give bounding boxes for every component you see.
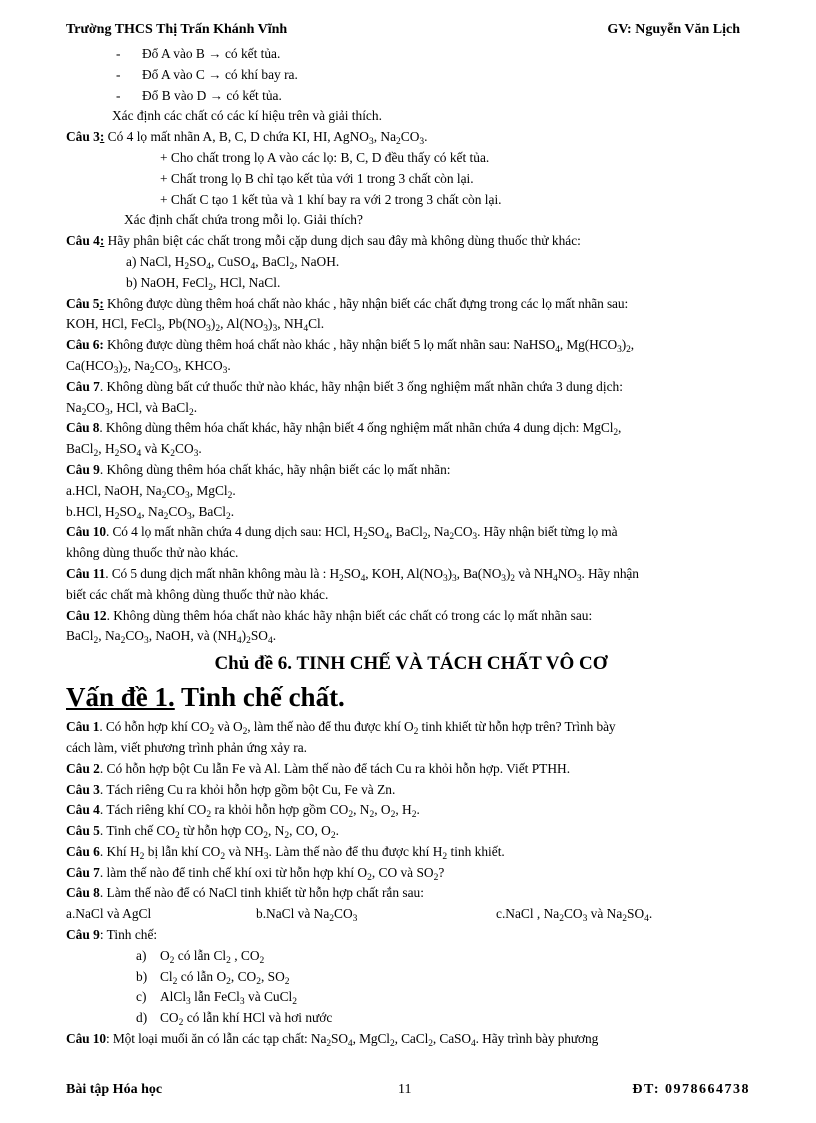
list-item: - Đổ A vào C → có khí bay ra. <box>116 66 298 82</box>
question-6: Câu 6: Không được dùng thêm hoá chất nào khác , hãy nhận biết 5 lọ mất nhãn sau: NaHSO$_4$, $Mg(HCO_3)_2$, <box>66 337 635 356</box>
topic-heading: Chủ đề 6. TINH CHẾ VÀ TÁCH CHẤT VÔ CƠ <box>214 653 608 675</box>
question-9: Câu 9. Không dùng thêm hóa chất khác, hãy nhận biết các lọ mất nhãn: <box>66 461 451 477</box>
conclusion-text: Xác định các chất có các kí hiệu trên và giải thích. <box>112 108 382 124</box>
p2-question-2: Câu 2. Có hỗn hợp bột Cu lẫn Fe và Al. Làm thế nào để tách Cu ra khỏi hỗn hợp. Viết PTHH. <box>66 760 571 776</box>
question-10: Câu 10. Có 4 lọ mất nhãn chứa 4 dung dịch sau: HCl, $H_2SO_4$, BaCl$_2$, $Na_2CO_3$. Hãy nhận biết từng lọ mà <box>66 524 618 543</box>
question-5: Câu 5: Không được dùng thêm hoá chất nào khác , hãy nhận biết các chất đựng trong các lọ mất nhãn sau: <box>66 295 629 311</box>
question-11-line2: biết các chất mà không dùng thuốc thử nào khác. <box>66 586 329 602</box>
school-name: Trường THCS Thị Trấn Khánh Vĩnh <box>66 22 288 37</box>
list-item: a.HCl, NaOH, $Na_2CO_3$, MgCl$_2$. <box>66 482 236 501</box>
question-6-line2: $Ca(HCO_3)_2$, $Na_2CO_3$, $KHCO_3$. <box>66 357 231 376</box>
list-item: a) $O_2$ có lẫn $Cl_2$ , $CO_2$ <box>136 947 265 966</box>
question-3-ask: Xác định chất chứa trong mỗi lọ. Giải thích? <box>124 212 363 228</box>
p2-question-1: Câu 1. Có hỗn hợp khí $CO_2$ và $O_2$, làm thế nào để thu được khí $O_2$ tinh khiết từ hỗn hợp trên? Trình bày <box>66 719 616 738</box>
question-7-line2: $Na_2CO_3$, HCl, và BaCl$_2$. <box>66 399 198 418</box>
list-item: + Chất C tạo 1 kết tủa và 1 khí bay ra với 2 trong 3 chất còn lại. <box>160 191 502 207</box>
list-item: - Đổ B vào D → có kết tủa. <box>116 87 282 103</box>
p2-question-4: Câu 4. Tách riêng khí $CO_2$ ra khỏi hỗn hợp gồm $CO_2$, $N_2$, $O_2$, $H_2$. <box>66 802 420 821</box>
p2-question-5: Câu 5. Tinh chế $CO_2$ từ hỗn hợp $CO_2$, $N_2$, CO, $O_2$. <box>66 823 339 842</box>
question-12-line2: BaCl$_2$, $Na_2CO_3$, NaOH, và $(NH_4)_2SO_4$. <box>66 628 277 647</box>
question-3: Câu 3: Có 4 lọ mất nhãn A, B, C, D chứa KI, HI, AgNO$_3$, $Na_2CO_3$. <box>66 129 428 148</box>
list-item: - Đổ A vào B → có kết tủa. <box>116 46 281 61</box>
list-item: b.HCl, $H_2SO_4$, $Na_2CO_3$, BaCl$_2$. <box>66 503 235 522</box>
question-8-line2: BaCl$_2$, $H_2SO_4$ và $K_2CO_3$. <box>66 441 202 460</box>
page-header <box>66 22 740 42</box>
question-8: Câu 8. Không dùng thêm hóa chất khác, hãy nhận biết 4 ống nghiệm mất nhãn chứa 4 dung dịch: MgCl$_2$, <box>66 420 622 439</box>
list-item: + Chất trong lọ B chỉ tạo kết tủa với 1 trong 3 chất còn lại. <box>160 170 474 186</box>
teacher-name: GV: Nguyễn Văn Lịch <box>607 22 740 37</box>
question-11: Câu 11. Có 5 dung dịch mất nhãn không màu là : $H_2SO_4$, KOH, $Al(NO_3)_3$, $Ba(NO_3)_2$ và $NH_4NO_3$. Hãy nhận <box>66 565 639 584</box>
page-number: 11 <box>398 1082 412 1097</box>
p2-question-6: Câu 6. Khí $H_2$ bị lẫn khí $CO_2$ và $NH_3$. Làm thế nào để thu được khí $H_2$ tinh khiết. <box>66 843 505 862</box>
list-item: a) NaCl, $H_2SO_4$, CuSO$_4$, BaCl$_2$, NaOH. <box>126 253 340 272</box>
p2-question-9: Câu 9: Tinh chế: <box>66 927 158 943</box>
list-item: b) $Cl_2$ có lẫn $O_2$, $CO_2$, $SO_2$ <box>136 968 290 987</box>
question-5-line2: KOH, HCl, FeCl$_3$, $Pb(NO_3)_2$, $Al(NO_3)_3$, $NH_4Cl$. <box>66 316 325 335</box>
question-4: Câu 4: Hãy phân biệt các chất trong mỗi cặp dung dịch sau đây mà không dùng thuốc thử khác: <box>66 233 581 249</box>
p2-question-3: Câu 3. Tách riêng Cu ra khỏi hỗn hợp gồm bột Cu, Fe và Zn. <box>66 781 396 797</box>
question-12: Câu 12. Không dùng thêm hóa chất nào khác hãy nhận biết các chất có trong các lọ mất nhãn sau: <box>66 607 593 623</box>
list-item: d) $CO_2$ có lẫn khí HCl và hơi nước <box>136 1010 333 1029</box>
p2-question-8: Câu 8. Làm thế nào để có NaCl tinh khiết từ hỗn hợp chất rắn sau: <box>66 885 424 901</box>
section-heading: Vấn đề 1. Tinh chế chất. <box>66 682 345 713</box>
list-item: b) NaOH, FeCl$_2$, HCl, NaCl. <box>126 274 281 293</box>
p2-question-8-options: a.NaCl và AgCl b.NaCl và $Na_2CO_3$ c.NaCl , $Na_2CO_3$ và $Na_2SO_4$. <box>66 906 653 925</box>
document-body <box>66 44 756 1050</box>
footer-phone: ĐT: 0978664738 <box>632 1082 750 1097</box>
p2-question-1-line2: cách làm, viết phương trình phản ứng xảy ra. <box>66 739 307 755</box>
question-7: Câu 7. Không dùng bất cứ thuốc thử nào khác, hãy nhận biết 3 ống nghiệm mất nhãn chứa 3 dung dịch: <box>66 378 623 394</box>
question-10-line2: không dùng thuốc thử nào khác. <box>66 545 239 561</box>
footer-subject: Bài tập Hóa học <box>66 1082 163 1097</box>
page-footer <box>66 1082 750 1104</box>
p2-question-7: Câu 7. làm thế nào để tinh chế khí oxi từ hỗn hợp khí $O_2$, CO và $SO_2$? <box>66 864 445 883</box>
list-item: + Cho chất trong lọ A vào các lọ: B, C, D đều thấy có kết tủa. <box>160 149 490 165</box>
list-item: c) AlCl$_3$ lẫn FeCl$_3$ và CuCl$_2$ <box>136 989 298 1008</box>
p2-question-10: Câu 10: Một loại muối ăn có lẫn các tạp chất: $Na_2SO_4$, MgCl$_2$, CaCl$_2$, CaSO$_4$. Hãy trình bày phương <box>66 1031 599 1050</box>
